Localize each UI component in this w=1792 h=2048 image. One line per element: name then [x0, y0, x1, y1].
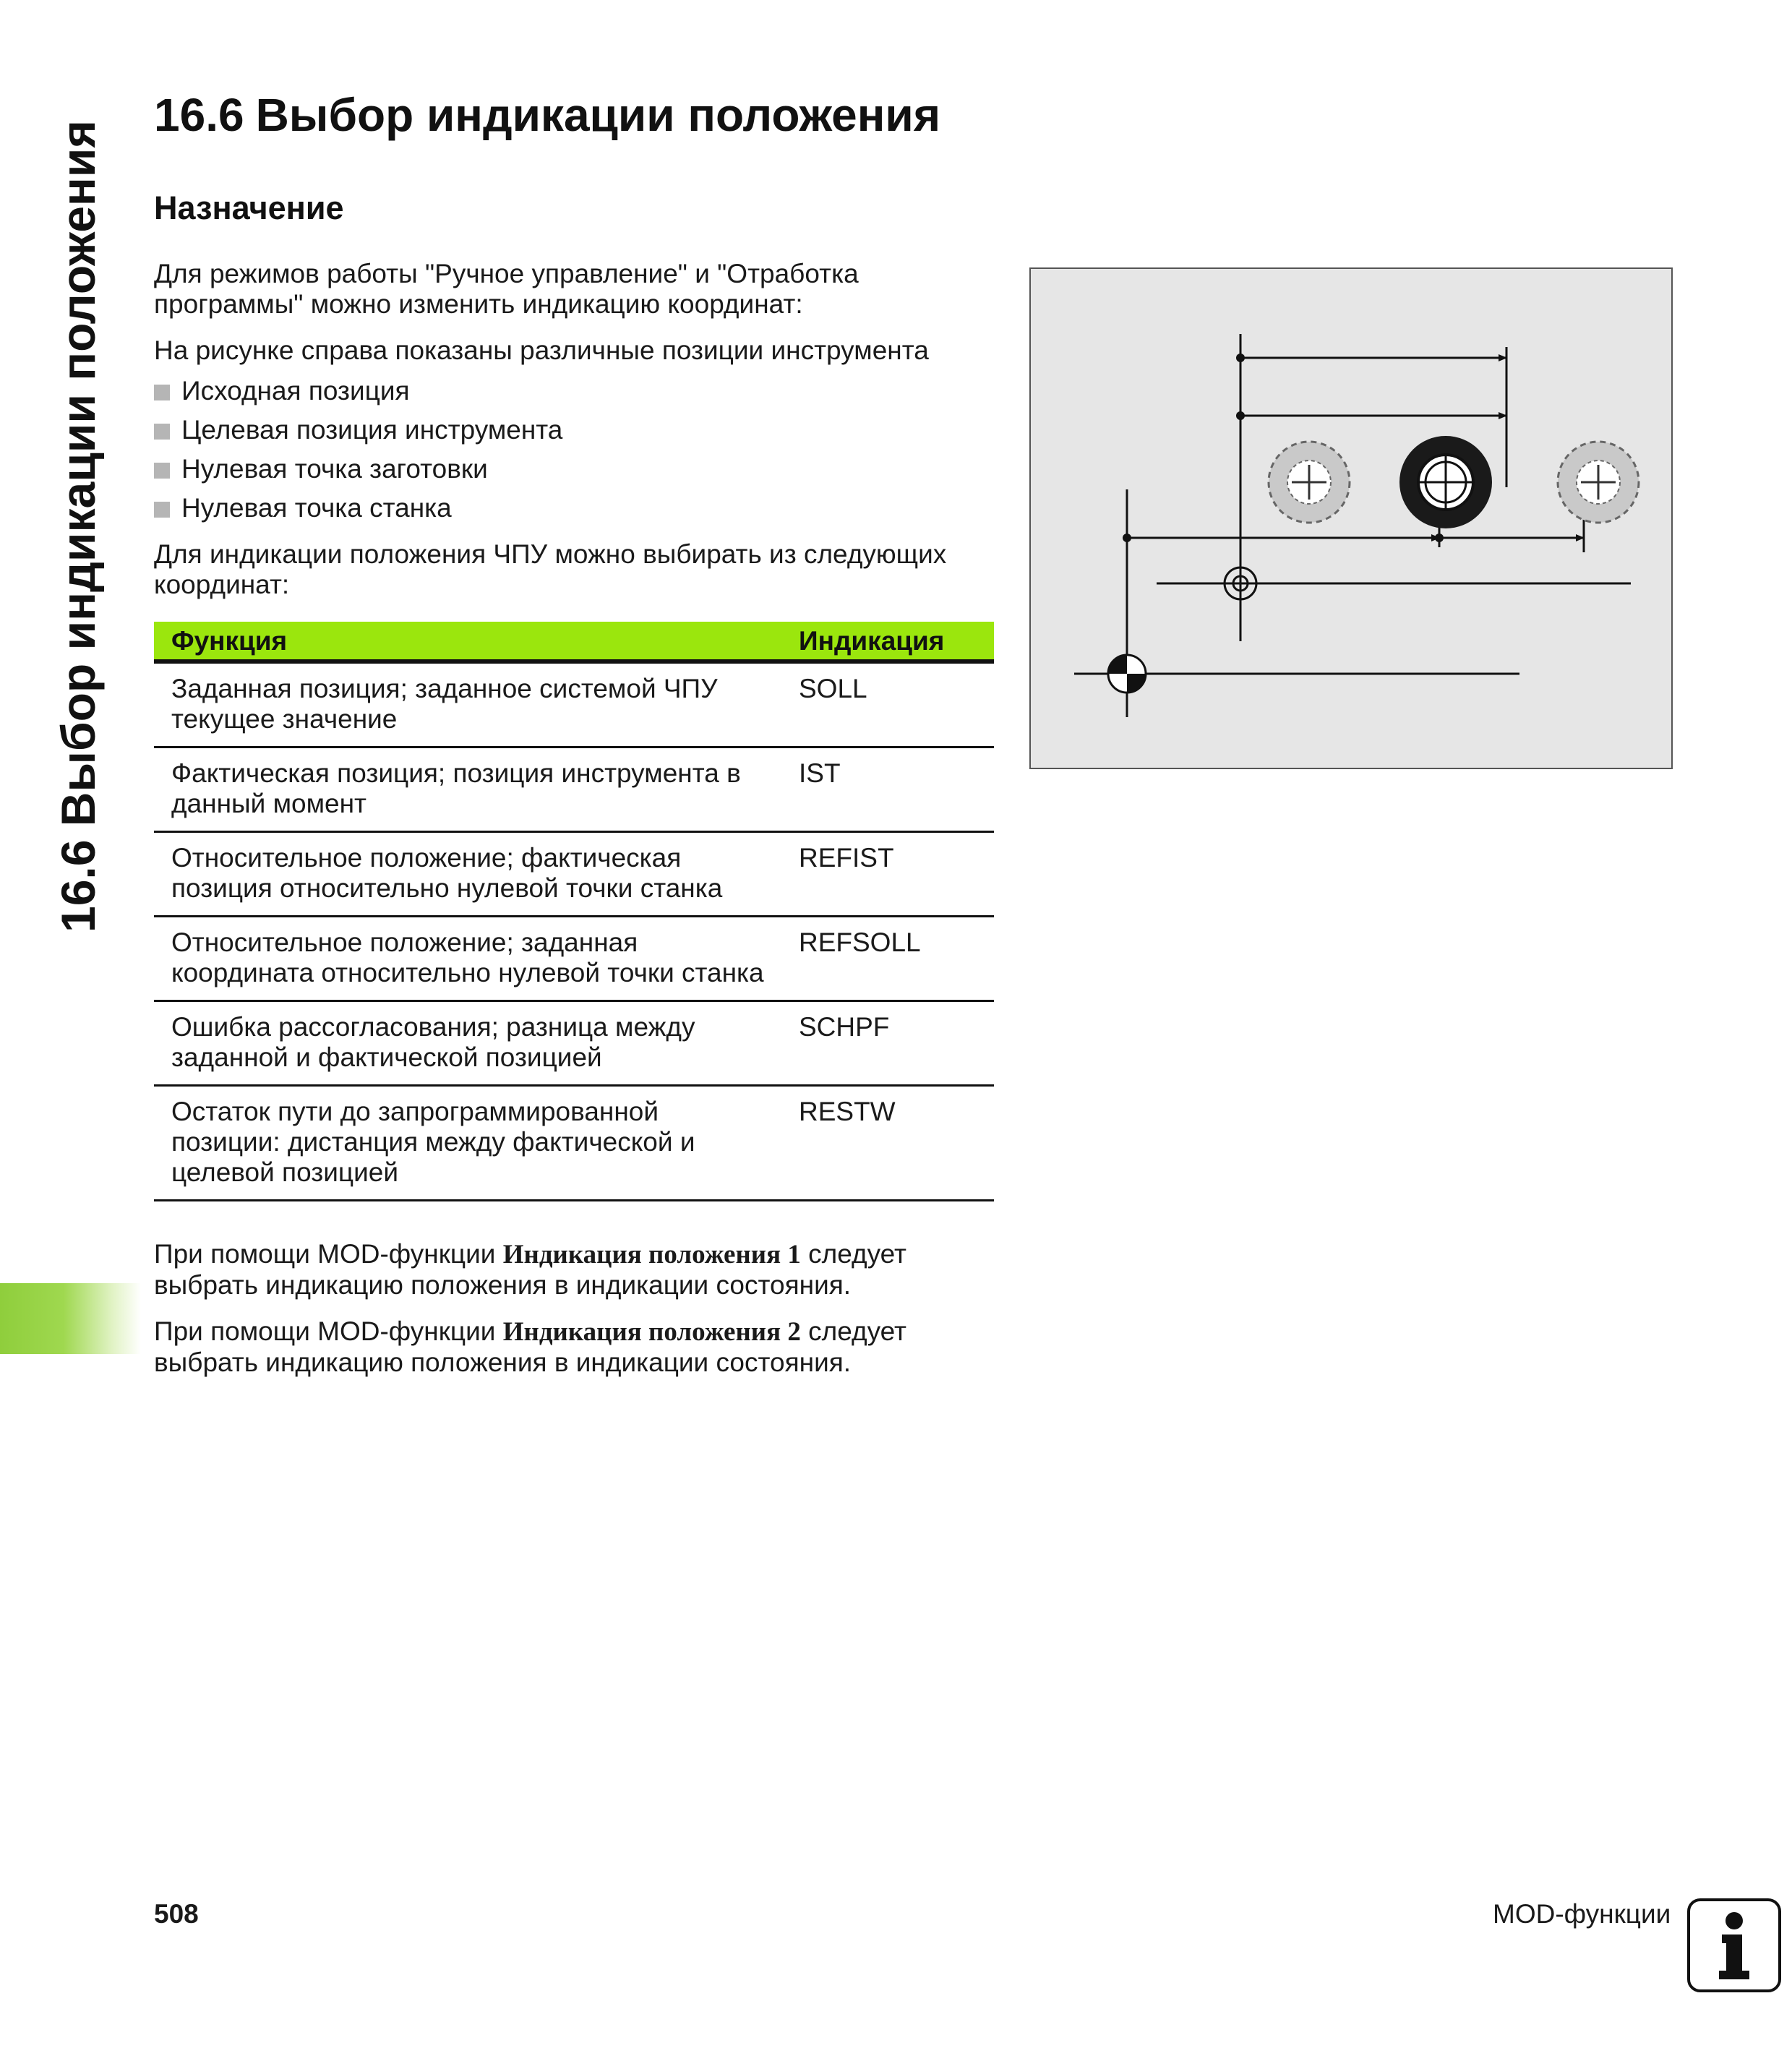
function-cell: Остаток пути до запрограммированной позиции: дистанция между фактической и целевой позицией: [154, 1086, 781, 1201]
bullet-square-icon: [154, 424, 170, 440]
list-item: Целевая позиция инструмента: [154, 415, 996, 445]
info-icon: [1687, 1898, 1781, 1992]
page-number: 508: [154, 1899, 199, 1929]
mod-function-name: Индикация положения 2: [502, 1317, 801, 1347]
table-row: [154, 661, 994, 747]
display-code-cell: REFSOLL: [781, 917, 994, 1001]
display-code-cell: SOLL: [781, 661, 994, 747]
table-row: [154, 747, 994, 832]
content-column: [154, 259, 996, 1394]
display-code-cell: IST: [781, 747, 994, 832]
list-item: Нулевая точка станка: [154, 493, 996, 523]
table-row: [154, 917, 994, 1001]
subsection-heading: Назначение: [154, 189, 344, 226]
table-header-row: [154, 622, 994, 661]
table-row: [154, 832, 994, 917]
table-row: [154, 1086, 994, 1201]
tool-positions-diagram-icon: [1031, 269, 1674, 771]
page-title: [154, 88, 940, 142]
column-header-display: Индикация: [781, 622, 994, 661]
bullet-square-icon: [154, 385, 170, 400]
figure-intro-paragraph: На рисунке справа показаны различные позиции инструмента: [154, 335, 929, 365]
chapter-tab-marker: [0, 1283, 141, 1354]
column-header-function: Функция: [154, 622, 781, 661]
function-cell: Относительное положение; фактическая позиция относительно нулевой точки станка: [154, 832, 781, 917]
mod-function-paragraph-2: При помощи MOD-функции Индикация положения 2 следует выбрать индикацию положения в индикации состояния.: [154, 1316, 906, 1377]
display-code-cell: REFIST: [781, 832, 994, 917]
table-row: [154, 1001, 994, 1086]
tool-positions-figure: [1029, 267, 1673, 769]
table-intro-paragraph: Для индикации положения ЧПУ можно выбирать из следующих координат:: [154, 539, 947, 599]
function-cell: Ошибка рассогласования; разница между заданной и фактической позицией: [154, 1001, 781, 1086]
side-chapter-title: 16.6 Выбор индикации положения: [51, 120, 105, 933]
function-cell: Фактическая позиция; позиция инструмента в данный момент: [154, 747, 781, 832]
mod-function-paragraph-1: При помощи MOD-функции Индикация положения 1 следует выбрать индикацию положения в индикации состояния.: [154, 1239, 906, 1300]
intro-paragraph: Для режимов работы "Ручное управление" и "Отработка программы" можно изменить индикацию координат:: [154, 259, 859, 319]
section-number: 16.6: [154, 89, 244, 141]
function-cell: Относительное положение; заданная координата относительно нулевой точки станка: [154, 917, 781, 1001]
function-cell: Заданная позиция; заданное системой ЧПУ текущее значение: [154, 661, 781, 747]
display-code-cell: RESTW: [781, 1086, 994, 1201]
list-item: Исходная позиция: [154, 376, 996, 406]
section-title: Выбор индикации положения: [255, 89, 941, 141]
positions-list: [154, 376, 996, 523]
chapter-footer-label: MOD-функции: [1493, 1899, 1671, 1929]
list-item: Нулевая точка заготовки: [154, 454, 996, 484]
bullet-square-icon: [154, 502, 170, 518]
mod-function-name: Индикация положения 1: [502, 1240, 801, 1269]
bullet-square-icon: [154, 463, 170, 479]
display-code-cell: SCHPF: [781, 1001, 994, 1086]
display-modes-table: [154, 622, 994, 1201]
